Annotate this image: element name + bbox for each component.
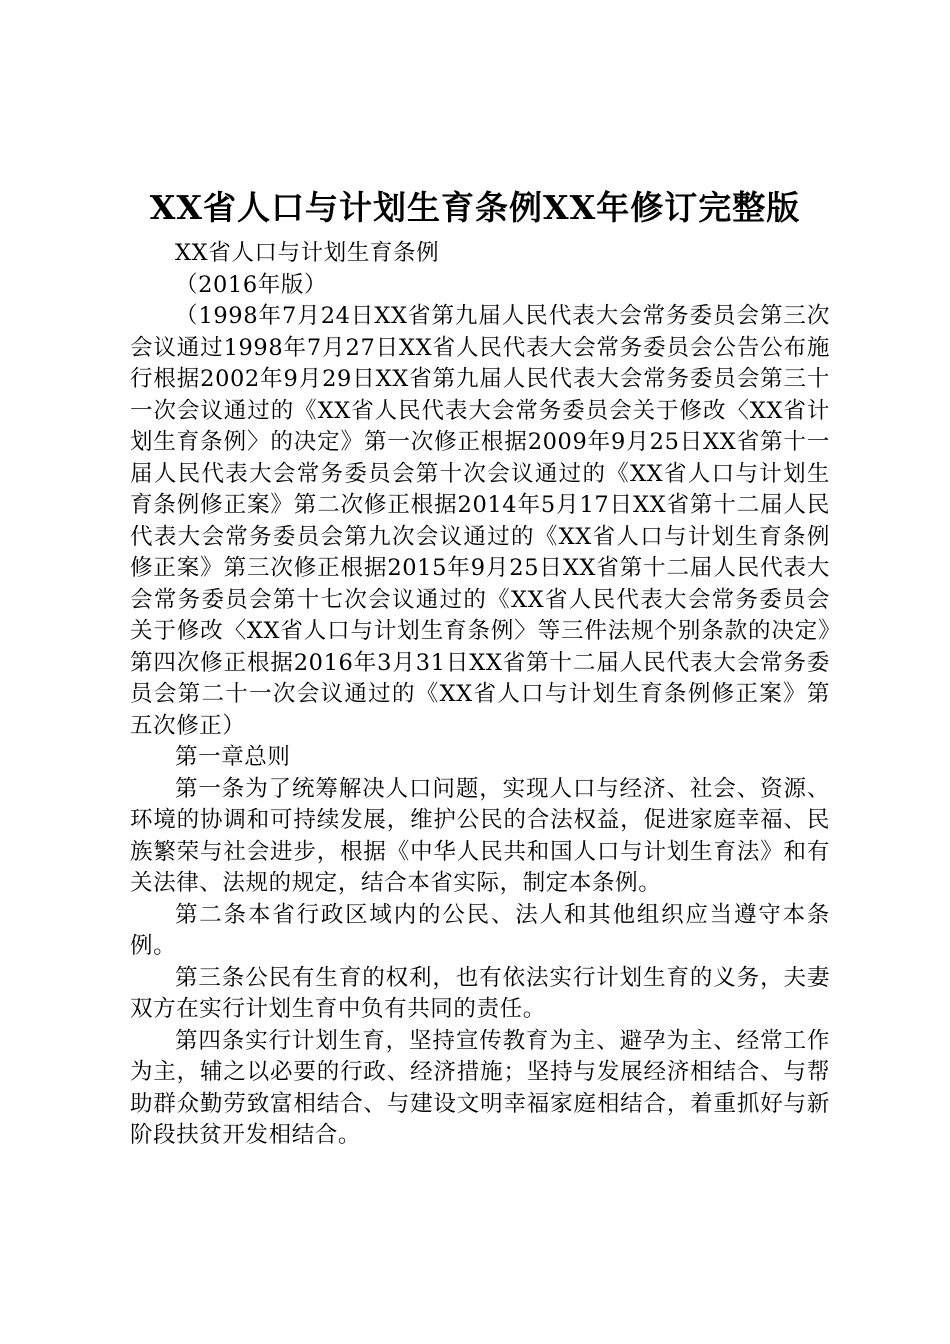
chapter-heading: 第一章总则 — [175, 744, 291, 770]
article-4-paragraph: 第四条实行计划生育，坚持宣传教育为主、避孕为主、经常工作为主，辅之以必要的行政、经济措施；坚持与发展经济相结合、与帮助群众勤劳致富相结合、与建设文明幸福家庭相结合，着重抓好与新阶段扶贫开发相结合。 — [130, 1027, 830, 1148]
article-2-paragraph: 第二条本省行政区域内的公民、法人和其他组织应当遵守本条例。 — [130, 901, 830, 959]
revision-history-paragraph: （1998年7月24日XX省第九届人民代表大会常务委员会第三次会议通过1998年7月27日XX省人民代表大会常务委员会公告公布施行根据2002年9月29日XX省第九届人民代表大会常务委员会第三十一次会议通过的《XX省人民代表大会常务委员会关于修改〈XX省计划生育条例〉的决定》第一次修正根据2009年9月25日XX省第十一届人民代表大会常务委员会第十次会议通过的《XX省人口与计划生育条例修正案》第二次修正根据2014年5月17日XX省第十二届人民代表大会常务委员会第九次会议通过的《XX省人口与计划生育条例修正案》第三次修正根据2015年9月25日XX省第十二届人民代表大会常务委员会第十七次会议通过的《XX省人民代表大会常务委员会关于修改〈XX省人口与计划生育条例〉等三件法规个别条款的决定》第四次修正根据2016年3月31日XX省第十二届人民代表大会常务委员会第二十一次会议通过的《XX省人口与计划生育条例修正案》第五次修正） — [130, 303, 830, 739]
regulation-name-line: XX省人口与计划生育条例 — [175, 240, 440, 266]
article-1-paragraph: 第一条为了统筹解决人口问题，实现人口与经济、社会、资源、环境的协调和可持续发展，维护公民的合法权益，促进家庭幸福、民族繁荣与社会进步，根据《中华人民共和国人口与计划生育法》和有关法律、法规的规定，结合本省实际，制定本条例。 — [130, 775, 830, 896]
document-title: XX省人口与计划生育条例XX年修订完整版 — [149, 188, 801, 227]
article-3-paragraph: 第三条公民有生育的权利，也有依法实行计划生育的义务，夫妻双方在实行计划生育中负有共同的责任。 — [130, 964, 830, 1022]
edition-line: （2016年版） — [175, 271, 328, 298]
document-body — [130, 238, 830, 1152]
